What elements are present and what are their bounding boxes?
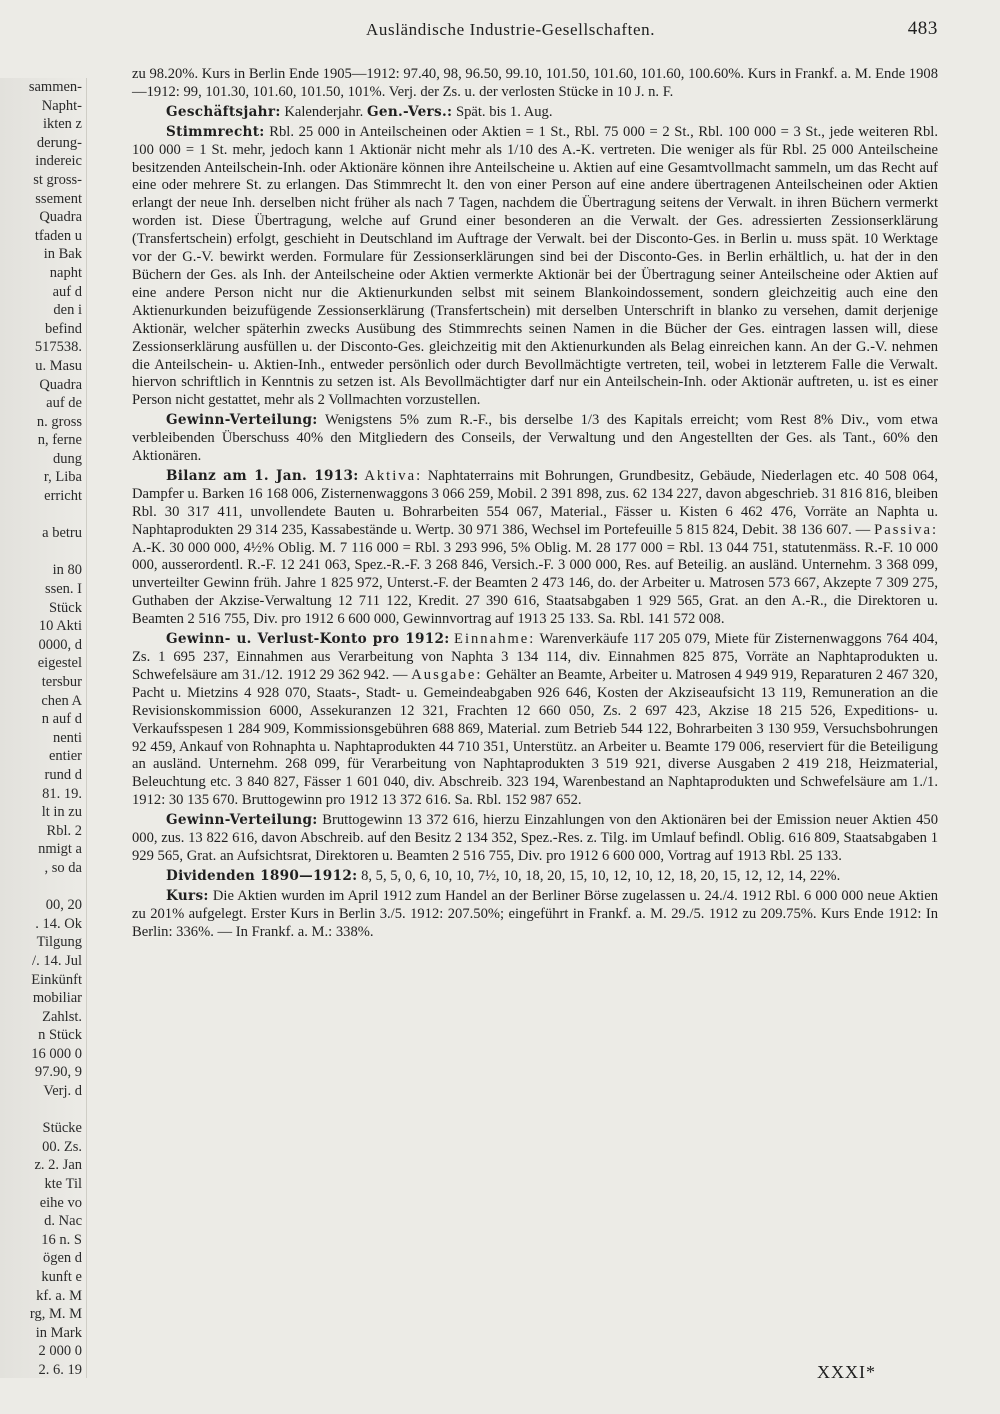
gutter-line: nmigt a [38,841,82,858]
gutter-line: 00, 20 [45,897,82,914]
facing-page-fragment [0,78,87,1378]
stimmrecht-text: Rbl. 25 000 in Anteilscheinen oder Aktien = 1 St., Rbl. 75 000 = 2 St., Rbl. 100 000 = 3 St., jede weiteren Rbl. 100 000 = 1 St. mehr, jedoch kann 1 Aktionär nicht mehr als 1/10 des A.-K. vertreten. Die weniger als für Rbl. 25 000 Anteilscheine besitzenden Anteilschein-Inh. oder Aktionäre können ihre Anteilscheine u. Aktien auf eine Gesamtvollmacht sammeln, um das Recht auf eine oder mehrere St. zu erlangen. Das Stimmrecht lt. den von einer Person auf eine andere übertragenen Anteilscheinen oder Aktien erlangt der neue Inh. derselben nicht früher als nach 7 Tagen, nachdem die Übertragung seitens der Verwalt. in ihren Büchern vermerkt worden ist. Diese Übertragung, welche auf Grund einer besonderen an die Verwalt. der Ges. adressierten Zessionserklärung (Transfertschein) erfolgt, geschieht in Deutschland im Auftrage der Verwalt. bei der Disconto-Ges. in Berlin u. muss spät. 10 Werktage vor der G.-V. bewirkt werden. Formulare für Zessionserklärungen sind bei der Disconto-Ges. in Berlin erhältlich, u. hat der in den Büchern der Ges. als Inh. der Anteilscheine oder Aktien vermerkte Aktionär bei der Übertragung seiner Anteilscheine oder Aktien auf eine andere Person nicht nur die Aktienurkunden selbst mit seinem Blankoindossement, sondern gleichzeitig auch eine den Aktienurkunden beizufügende Zessionserklärung (Transfertschein) mit derselben Unterschrift in blanko zu versehen, damit derjenige Aktionär, welcher späterhin zwecks Ausübung des Stimmrechts seinen Namen in die Bücher der Ges. eintragen lassen will, diese Zessionserklärung ausfüllen u. der Disconto-Ges. gleichzeitig mit den Aktienurkunden als Belag einreichen kann. An der G.-V. nehmen die Anteilschein- u. Aktien-Inh., entweder persönlich oder durch Bevollmächtigte vertreten, teil, wobei in letzterem Falle die Verwalt. hiervon schriftlich in Kenntnis zu setzen ist. Als Bevollmächtigter darf nur ein Anteilschein-Inh. oder Aktionär auftreten, u. ist es einer Person nicht gestattet, mehr als 2 Vollmachten vorzustellen. [132,123,939,409]
stimmrecht-section [132,124,938,411]
gutter-line: Rbl. 2 [46,822,82,839]
gutter-line: 97.90, 9 [34,1064,82,1081]
passiva-label: Passiva: [874,521,938,538]
gen-vers-label: Gen.-Vers.: [366,103,453,120]
gutter-line: lt in zu [41,804,82,821]
gutter-line: derung- [36,134,82,151]
dividenden-text: 8, 5, 5, 0, 6, 10, 10, 7½, 10, 18, 20, 15, 10, 12, 10, 12, 18, 20, 15, 12, 12, 14, 22%. [361,867,841,884]
gutter-line: Tilgung [36,934,82,951]
gutter-line: auf d [52,283,82,300]
gutter-line: ssement [35,190,82,207]
gutter-line: /. 14. Jul [32,952,82,969]
gutter-line: 2 000 0 [38,1343,82,1360]
gutter-line: ssen. I [44,581,82,598]
gewinn-verteilung-2-label: Gewinn-Verteilung: [166,812,318,829]
gutter-line: befind [44,320,82,337]
aktiva-text: Naphtaterrains mit Bohrungen, Grundbesitz, Gebäude, Niederlagen etc. 40 508 064, Dampfer u. Barken 16 168 006, Zisternenwaggons 3 066 259, Mobil. 2 391 898, zus. 62 134 227, davon abgeschrieb. 31 816 816, bleiben Rbl. 30 317 411, unvollendete Bauten u. Bohrarbeiten 554 067, Material., Fässer u. Kisten 6 462 476, Vorräte an Naphta u. Naphtaprodukten 29 314 235, Kassabestände u. Wertp. 30 971 386, Wechsel im Portefeuille 5 815 824, Debit. 38 136 607. — [132,467,939,538]
intro-paragraph [132,66,938,102]
gutter-line: u. Masu [35,357,82,374]
gen-vers-text: Spät. bis 1. Aug. [455,103,553,120]
gutter-line: Verj. d [43,1083,82,1100]
gutter-line: Quadra [39,209,82,226]
gutter-line: 2. 6. 19 [38,1361,82,1378]
gutter-line: mobiliar [32,990,82,1007]
gutter-line: erricht [44,488,82,505]
gutter-line: . 14. Ok [35,915,82,932]
aktiva-label: Aktiva: [364,467,423,484]
gutter-line [0,543,86,562]
gutter-line [0,1101,86,1120]
gutter-line: auf de [46,395,82,412]
gutter-line: 10 Akti [38,618,82,635]
ausgabe-label: Ausgabe: [411,666,483,683]
gv-konto-label: Gewinn- u. Verlust-Konto pro 1912: [166,631,450,648]
einnahme-text: Warenverkäufe 117 205 079, Miete für Zisternenwaggons 764 404, Zs. 1 695 237, Einnahmen aus Verarbeitung von Naphta 3 134 114, div. Einnahmen 825 875, Vorräte an Naphtaprodukten u. Schwefelsäure am 31./12. 1912 29 362 942. — [132,631,938,683]
gutter-line: kte Til [44,1176,82,1193]
gutter-line: d. Nac [44,1213,82,1230]
gutter-line: in Mark [35,1324,82,1341]
gutter-line: tfaden u [34,227,82,244]
signature-mark: XXXI* [817,1362,876,1382]
gutter-line: Stück [48,599,82,616]
gutter-line: sammen- [28,79,82,95]
gewinn-verteilung-text: Wenigstens 5% zum R.-F., bis derselbe 1/3 des Kapitals erreicht; vom Rest 8% Div., vom etwa verbleibenden Überschuss 40% den Mitgliedern des Conseils, der Verwaltung und den Angestellten der Ges. als Tant., 60% den Aktionären. [132,412,938,465]
running-title: Ausländische Industrie-Gesellschaften. [366,20,656,39]
gutter-line: ikten z [42,116,82,133]
bilanz-label: Bilanz am 1. Jan. 1913: [166,467,359,484]
gutter-line [0,878,86,897]
gutter-line: st gross- [33,171,82,188]
gewinn-verteilung-label: Gewinn-Verteilung: [166,412,318,429]
stimmrecht-label: Stimmrecht: [166,123,265,140]
page-header [366,20,938,46]
geschaeftsjahr-section [132,104,938,122]
gutter-line: ögen d [42,1250,82,1267]
gutter-line: r, Liba [43,469,82,486]
gutter-line: kunft e [41,1269,82,1285]
gutter-line: tersbur [41,674,82,690]
kurs-section [132,888,938,942]
ausgabe-text: Gehälter an Beamte, Arbeiter u. Matrosen 4 949 919, Reparaturen 2 467 320, Pacht u. Mietzins 4 928 070, Staats-, Stadt- u. Gemeindeabgaben 926 646, Kosten der Akziseaufsicht 13 119, Remuneration an die Revisionskommission 6000, Assekuranzen 12 321, Frachten 12 660 050, Zs. 2 697 423, Akzise 18 215 526, Expeditions- u. Verkaufsspesen 1 284 909, Kommissionsgebühren 688 869, Material. zum Betrieb 544 122, Bohrarbeiten 3 130 959, Versuchsbohrungen 92 459, Ankauf von Rohnaphta u. Naphtaprodukten 44 710 351, Unterstütz. an Arbeiter u. Beamte 179 006, reserviert für die Beteiligung an ausländ. Unternehm. 268 099, für Verarbeitung von Naphtaprodukten 3 519 921, diverse Ausgaben 2 419 218, Heizmaterial, Beleuchtung etc. 3 840 827, Fässer 1 601 040, div. Abschreib. 323 194, Warenbestand an Naphtaprodukten und Schwefelsäure am 1./1. 1912: 30 135 670. Bruttogewinn pro 1912 13 372 616. Sa. Rbl. 152 987 652. [132,666,938,809]
gutter-line: Stücke [42,1120,82,1137]
gutter-line: napht [49,264,82,281]
gutter-line: kf. a. M [36,1287,82,1304]
gutter-line: in Bak [43,246,82,263]
bilanz-section [132,468,938,629]
gutter-line: a betru [42,525,82,542]
kurs-text: Die Aktien wurden im April 1912 zum Handel an der Berliner Börse zugelassen u. 24./4. 1912 Rbl. 6 000 000 neue Aktien zu 201% aufgelegt. Erster Kurs in Berlin 3./5. 1912: 207.50%; eingeführt in Frankf. a. M. 29./5. 1912 zu 209.75%. Kurs Ende 1912: In Berlin: 336%. — In Frankf. a. M.: 338%. [132,887,938,940]
gutter-line: entier [48,748,82,765]
gutter-line: rg, M. M [29,1306,82,1323]
gewinn-verteilung-section [132,412,938,466]
gutter-line: 0000, d [38,636,82,653]
passiva-text: A.-K. 30 000 000, 4½% Oblig. M. 7 116 000 = Rbl. 3 293 996, 5% Oblig. M. 28 177 000 = Rbl. 13 044 751, statutenmäss. R.-F. 10 000 000, ausserordentl. R.-F. 12 241 063, Spez.-R.-F. 3 268 846, Versich.-F. 3 000 000, Res. auf Beteilig. an ausländ. Unternehm. 3 368 099, unverteilter Gewinn früh. Jahre 1 825 972, Unterst.-F. der Beamten 2 473 146, do. der Arbeiter u. Matrosen 573 667, Akzepte 7 309 275, Guthaben der Akzise-Verwaltung 12 711 122, Kredit. 27 390 616, Staatsabgaben 1 929 565, Grat. an den A.-R., die Direktoren u. Beamten 2 516 755, Div. pro 1912 6 600 000, Gewinnvortrag auf 1913 25 133. Sa. Rbl. 141 572 008. [132,539,938,628]
gutter-line: dung [53,450,82,467]
gutter-line: 81. 19. [42,785,82,802]
gutter-line: Zahlst. [42,1008,82,1025]
gutter-line: 16 000 0 [31,1045,82,1062]
gutter-line: 16 n. S [41,1231,82,1248]
dividenden-label: Dividenden 1890—1912: [166,867,358,884]
page-number: 483 [907,18,938,39]
gutter-line: n auf d [41,711,82,728]
gutter-line: nenti [53,729,82,746]
main-column [132,66,938,942]
gutter-line: n Stück [38,1027,82,1044]
gutter-line: den i [53,302,82,319]
gutter-line: Napht- [41,97,82,114]
dividenden-section [132,868,938,886]
gutter-line: 00. Zs. [42,1138,82,1155]
gewinn-verteilung-2-text: Bruttogewinn 13 372 616, hierzu Einzahlungen von den Aktionären bei der Emission neuer Aktien 450 000, zus. 13 822 616, davon Abschreib. auf den Besitz 2 134 352, Spez.-Res. z. Tilg. im Umlauf befindl. Oblig. 616 809, Staatsabgaben 1 929 565, Grat. an Aufsichtsrat, Direktoren u. Beamten 2 516 755, Div. pro 1912 6 600 000, Vortrag auf 1913 Rbl. 25 133. [132,812,938,864]
gutter-line: , so da [44,859,82,876]
gutter-line: 517538. [34,339,82,356]
einnahme-label: Einnahme: [454,631,536,648]
gutter-line: in 80 [52,562,82,579]
gutter-line: n. gross [36,413,82,430]
gutter-line: Einkünft [31,971,82,988]
gutter-line: eihe vo [39,1194,82,1211]
gutter-line: n, ferne [37,432,82,449]
gewinn-verteilung-2-section [132,812,938,866]
gutter-line: rund d [44,766,82,783]
gutter-line: indereic [35,153,82,170]
geschaeftsjahr-label: Geschäftsjahr: [166,103,281,120]
gutter-line: chen A [41,692,82,709]
gutter-line: eigestel [37,655,82,672]
intro-text: zu 98.20%. Kurs in Berlin Ende 1905—1912: 97.40, 98, 96.50, 99.10, 101.50, 101.60, 101.60, 100.60%. Kurs in Frankf. a. M. Ende 1908—1912: 99, 101.30, 101.60, 101.50, 101%. Verj. der Zs. u. der verlosten Stücke in 10 J. n. F. [132,66,938,100]
geschaeftsjahr-text: Kalenderjahr. [284,103,364,120]
kurs-label: Kurs: [166,887,209,904]
gutter-line: Quadra [39,376,82,393]
gutter-line [0,506,86,525]
gutter-line: z. 2. Jan [34,1157,82,1174]
gv-konto-section [132,631,938,810]
